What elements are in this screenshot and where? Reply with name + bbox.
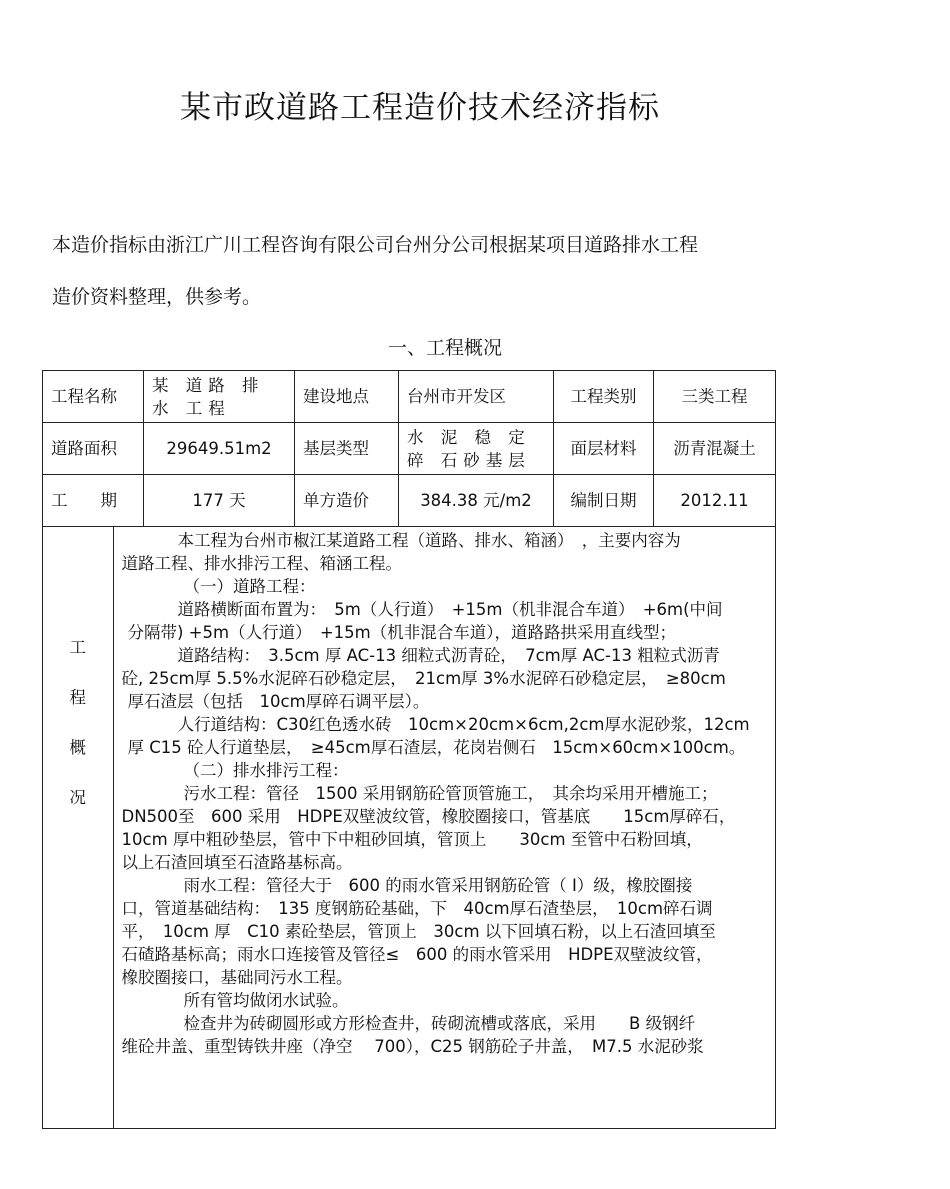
cell-category-label: 工程类别 bbox=[554, 371, 654, 423]
project-overview-table bbox=[42, 370, 776, 1129]
overview-line: 10cm 厚中粗砂垫层，管中下中粗砂回填，管顶上 30cm 至管中石粉回填， bbox=[121, 830, 703, 849]
table-row bbox=[43, 371, 776, 423]
overview-label-char: 程 bbox=[69, 688, 86, 707]
overview-line: 砼, 25cm厚 5.5%水泥碎石砂稳定层， 21cm厚 3%水泥碎石砂稳定层， ≥80cm bbox=[121, 669, 726, 688]
section-heading: 一、工程概况 bbox=[388, 337, 503, 359]
overview-body bbox=[113, 527, 775, 1128]
table-row bbox=[43, 475, 776, 527]
cell-unit-cost-value: 384.38 元/m2 bbox=[399, 475, 554, 527]
cell-location-label: 建设地点 bbox=[295, 371, 399, 423]
overview-line: 以上石渣回填至石渣路基标高。 bbox=[121, 853, 353, 872]
overview-line: 道路结构： 3.5cm 厚 AC-13 细粒式沥青砼， 7cm厚 AC-13 粗粒式沥青 bbox=[177, 646, 720, 665]
overview-line: 雨水工程：管径大于 600 的雨水管采用钢筋砼管（ Ⅰ）级，橡胶圈接 bbox=[183, 876, 693, 895]
cell-base-type-label: 基层类型 bbox=[295, 423, 399, 475]
overview-line: 厚石渣层（包括 10cm厚碎石调平层）。 bbox=[127, 692, 430, 711]
overview-line: 橡胶圈接口，基础同污水工程。 bbox=[121, 968, 353, 987]
overview-label bbox=[43, 527, 113, 1128]
cell-category-value: 三类工程 bbox=[654, 371, 776, 423]
cell-area-value: 29649.51m2 bbox=[144, 423, 295, 475]
overview-inner bbox=[43, 527, 775, 1128]
overview-line: DN500至 600 采用 HDPE双壁波纹管，橡胶圈接口，管基底 15cm厚碎石， bbox=[121, 807, 736, 826]
overview-line: 口，管道基础结构： 135 度钢筋砼基础，下 40cm厚石渣垫层， 10cm碎石调 bbox=[121, 899, 713, 918]
overview-label-char: 况 bbox=[69, 788, 86, 807]
page-title: 某市政道路工程造价技术经济指标 bbox=[180, 90, 660, 126]
overview-line: 污水工程：管径 1500 采用钢筋砼管顶管施工， 其余均采用开槽施工； bbox=[183, 784, 718, 803]
overview-line: 本工程为台州市椒江某道路工程（道路、排水、箱涵） ，主要内容为 bbox=[177, 531, 681, 550]
overview-line: 厚 C15 砼人行道垫层， ≥45cm厚石渣层，花岗岩侧石 15cm×60cm×100cm。 bbox=[127, 738, 746, 757]
cell-base-type-value: 水 泥 稳 定 碎 石砂基层 bbox=[399, 423, 554, 475]
overview-line: （一）道路工程： bbox=[183, 577, 316, 596]
cell-date-value: 2012.11 bbox=[654, 475, 776, 527]
table-row bbox=[43, 527, 776, 1129]
overview-line: 道路横断面布置为： 5m（人行道） +15m（机非混合车道） +6m(中间 bbox=[177, 600, 723, 619]
cell-location-value: 台州市开发区 bbox=[399, 371, 554, 423]
overview-label-char: 概 bbox=[69, 738, 86, 757]
overview-line: 分隔带) +5m（人行道） +15m（机非混合车道），道路路拱采用直线型； bbox=[127, 623, 676, 642]
overview-line: 石碴路基标高；雨水口连接管及管径≤ 600 的雨水管采用 HDPE双壁波纹管， bbox=[121, 945, 713, 964]
cell-area-label: 道路面积 bbox=[43, 423, 144, 475]
overview-label-char: 工 bbox=[69, 638, 86, 657]
overview-line: 平， 10cm 厚 C10 素砼垫层，管顶上 30cm 以下回填石粉，以上石渣回填至 bbox=[121, 922, 716, 941]
overview-line: 所有管均做闭水试验。 bbox=[183, 991, 349, 1010]
cell-surface-label: 面层材料 bbox=[554, 423, 654, 475]
cell-date-label: 编制日期 bbox=[554, 475, 654, 527]
overview-line: 检查井为砖砌圆形或方形检查井，砖砌流槽或落底，采用 B 级钢纤 bbox=[183, 1014, 696, 1033]
cell-duration-label: 工 期 bbox=[43, 475, 144, 527]
cell-project-name-label: 工程名称 bbox=[43, 371, 144, 423]
overview-line: 人行道结构：C30红色透水砖 10cm×20cm×6cm,2cm厚水泥砂浆，12cm bbox=[177, 715, 750, 734]
overview-cell bbox=[43, 527, 776, 1129]
overview-line: （二）排水排污工程： bbox=[183, 761, 349, 780]
cell-project-name-value: 某 道路 排水 工程 bbox=[144, 371, 295, 423]
table-row bbox=[43, 423, 776, 475]
cell-duration-value: 177 天 bbox=[144, 475, 295, 527]
intro-line-1: 本造价指标由浙江广川工程咨询有限公司台州分公司根据某项目道路排水工程 bbox=[52, 234, 699, 256]
cell-unit-cost-label: 单方造价 bbox=[295, 475, 399, 527]
cell-surface-value: 沥青混凝土 bbox=[654, 423, 776, 475]
intro-line-2: 造价资料整理，供参考。 bbox=[52, 286, 262, 308]
overview-line: 维砼井盖、重型铸铁井座（净空 700），C25 钢筋砼子井盖， M7.5 水泥砂浆 bbox=[121, 1037, 704, 1056]
overview-line: 道路工程、排水排污工程、箱涵工程。 bbox=[121, 554, 402, 573]
